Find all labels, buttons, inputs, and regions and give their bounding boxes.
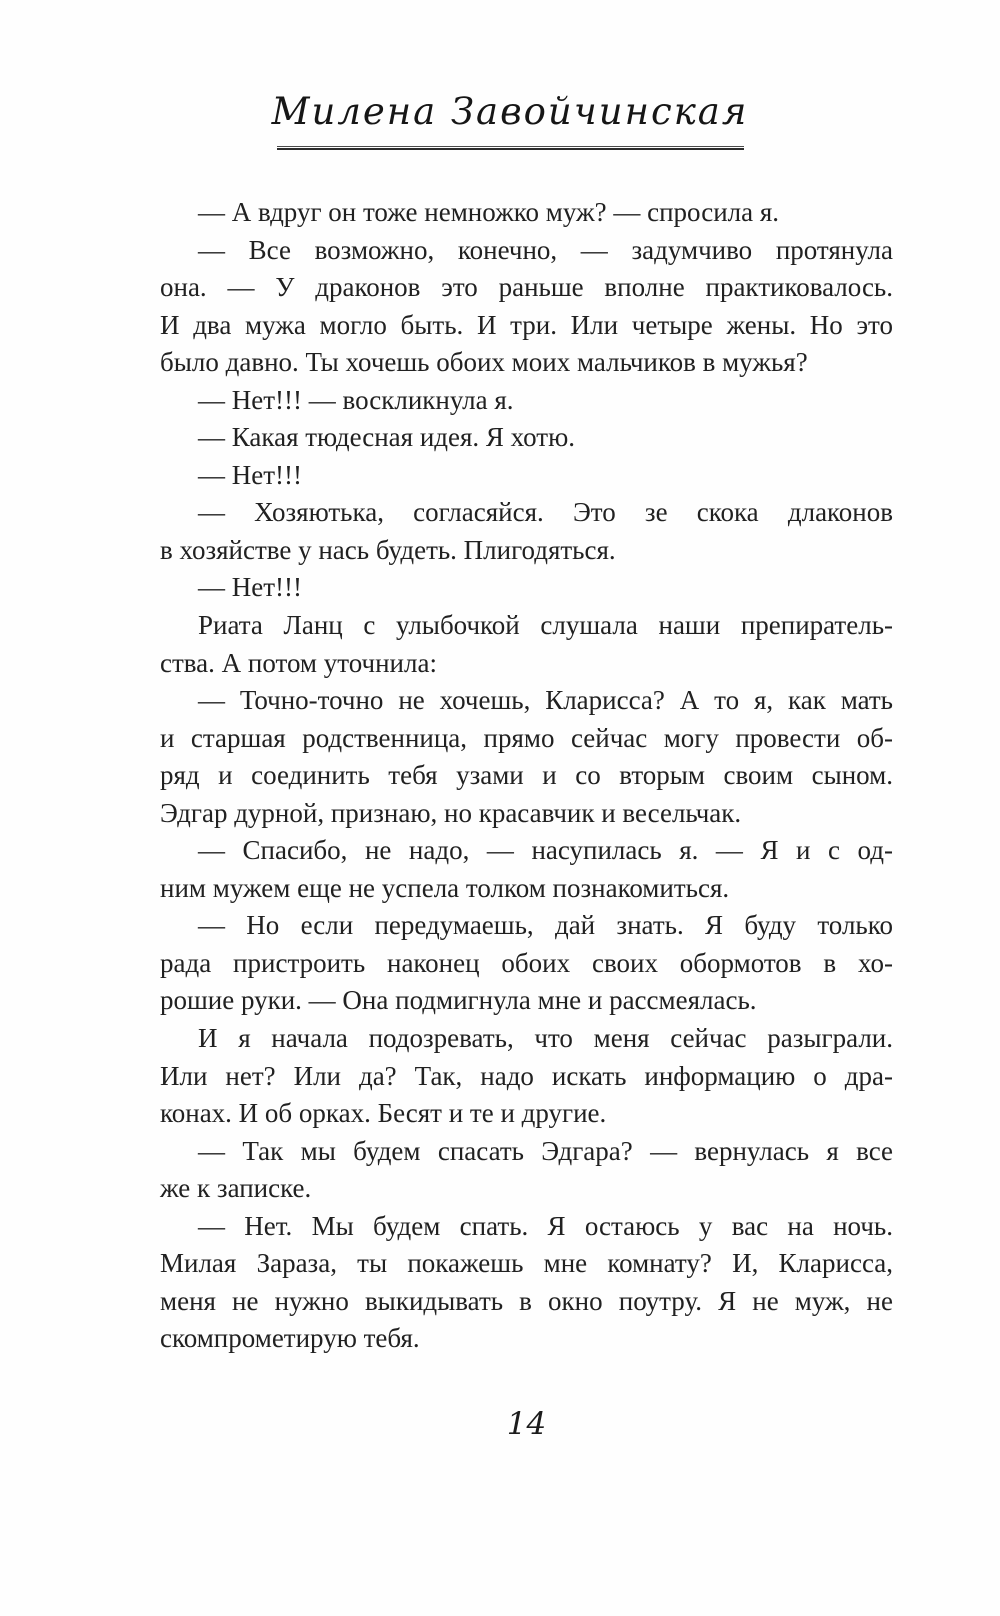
text-line: И я начала подозревать, что меня сейчас разыграли.	[198, 1023, 893, 1054]
text-line: ряд и соединить тебя узами и со вторым своим сыном.	[160, 760, 893, 791]
text-line: — Нет!!!	[198, 572, 303, 603]
text-line: рада пристроить наконец обоих своих обормотов в хо-	[160, 947, 893, 978]
text-line: меня не нужно выкидывать в окно поутру. Я не муж, не	[160, 1285, 893, 1316]
page-body	[160, 194, 893, 1358]
page-number: 14	[506, 1406, 547, 1442]
text-line: ства. А потом уточнила:	[160, 647, 437, 678]
text-line: — Точно-точно не хочешь, Кларисса? А то я, как мать	[198, 685, 893, 716]
text-line: — Но если передумаешь, дай знать. Я буду только	[198, 910, 893, 941]
text-line: ним мужем еще не успела толком познакомиться.	[160, 872, 730, 903]
text-line: рошие руки. — Она подмигнула мне и рассмеялась.	[160, 985, 757, 1016]
text-line: скомпрометирую тебя.	[160, 1323, 420, 1354]
text-line: Или нет? Или да? Так, надо искать информацию о дра-	[160, 1060, 893, 1091]
text-line: Милая Зараза, ты покажешь мне комнату? И, Кларисса,	[160, 1248, 893, 1279]
text-line: — А вдруг он тоже немножко муж? — спросила я.	[198, 197, 780, 227]
text-line: было давно. Ты хочешь обоих моих мальчиков в мужья?	[160, 347, 808, 378]
running-header-author: Милена Завойчинская	[271, 90, 749, 133]
header-rule	[277, 146, 744, 150]
text-line: Эдгар дурной, признаю, но красавчик и весельчак.	[160, 797, 742, 828]
text-line: — Спасибо, не надо, — насупилась я. — Я и с од-	[198, 835, 893, 866]
text-line: — Какая тюдесная идея. Я хотю.	[198, 422, 576, 453]
text-line: она. — У драконов это раньше вполне практиковалось.	[160, 272, 893, 303]
text-line: в хозяйстве у нась будеть. Плигодяться.	[160, 534, 616, 565]
text-line: Риата Ланц с улыбочкой слушала наши препиратель-	[198, 610, 893, 641]
text-line: — Все возможно, конечно, — задумчиво протянула	[198, 234, 893, 265]
text-line: — Хозяютька, согласяйся. Это зе скока длаконов	[198, 497, 893, 528]
text-line: же к записке.	[160, 1173, 312, 1204]
text-line: — Так мы будем спасать Эдгара? — вернулась я все	[198, 1135, 893, 1166]
text-line: — Нет. Мы будем спать. Я остаюсь у вас на ночь.	[198, 1210, 893, 1241]
text-line: — Нет!!! — воскликнула я.	[198, 384, 514, 415]
text-line: конах. И об орках. Бесят и те и другие.	[160, 1098, 607, 1129]
text-line: — Нет!!!	[198, 459, 303, 490]
text-line: И два мужа могло быть. И три. Или четыре жены. Но это	[160, 309, 893, 340]
text-line: и старшая родственница, прямо сейчас могу провести об-	[160, 722, 893, 753]
